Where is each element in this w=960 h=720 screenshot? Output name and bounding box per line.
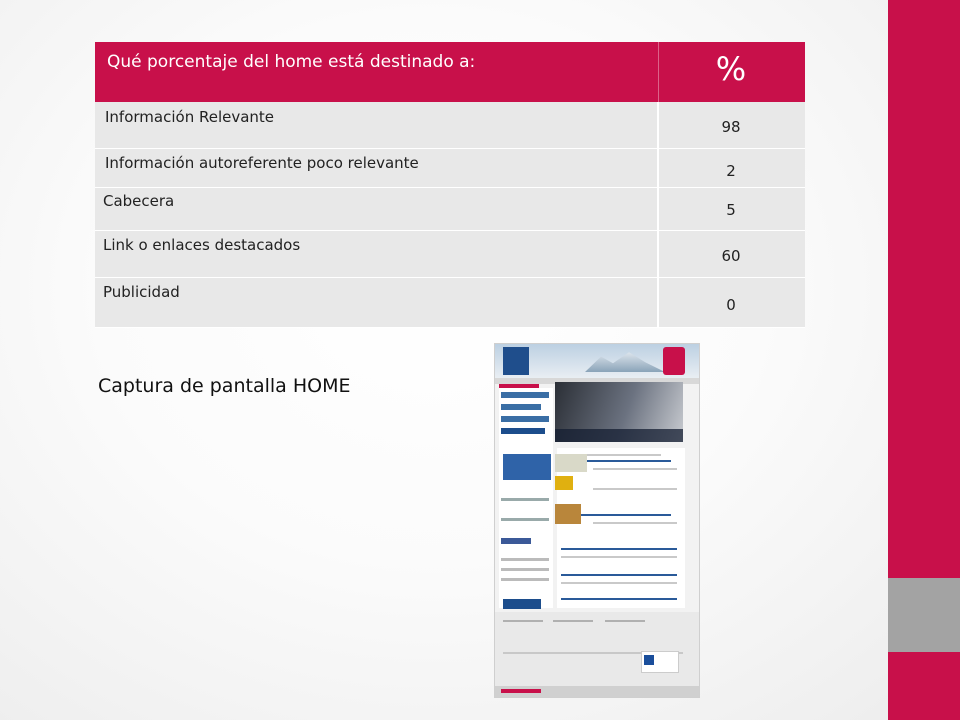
thumb-sidebar-item [501,578,549,581]
thumb-sidebar-item [501,558,549,561]
row-value: 0 [726,296,736,314]
side-bar-red-bottom [888,652,960,720]
thumb-sidebar-item [501,416,549,422]
table-header-percent: % [715,50,747,88]
row-value: 2 [726,162,736,180]
thumb-text-line [561,556,677,558]
side-bar-gray [888,578,960,652]
thumb-text-line [593,468,677,470]
thumb-logo [503,347,529,375]
thumb-sidebar-item [501,404,541,410]
thumb-news-list [557,448,685,608]
percentage-table [95,42,805,328]
thumb-footer-line [605,620,645,622]
table-row [95,231,805,278]
table-row [95,188,805,231]
row-label: Link o enlaces destacados [103,236,301,254]
table-header-label: Qué porcentaje del home está destinado a: [107,52,476,72]
thumb-sidebar-item [501,518,549,521]
row-label: Información autoreferente poco relevante [105,154,419,172]
table-header [95,42,805,102]
thumb-emblem [663,347,685,375]
thumb-news-image [555,454,587,472]
thumb-text-line [561,548,677,550]
thumb-chile-flag [644,655,654,665]
thumb-text-line [593,488,677,490]
thumb-sidebar-item [501,428,545,434]
thumb-photo-caption-bar [555,429,683,442]
thumb-text-line [561,574,677,576]
home-screenshot-thumbnail [494,343,700,698]
table-row [95,102,805,149]
row-label: Información Relevante [105,108,275,126]
row-value: 60 [721,247,741,265]
screenshot-caption: Captura de pantalla HOME [98,375,351,397]
row-label: Publicidad [103,283,180,301]
side-bar-red-top [888,0,960,578]
decorative-side-bars [888,0,960,720]
table-row [95,278,805,328]
thumb-text-line [593,522,677,524]
thumb-sidebar-item [501,392,549,398]
thumb-text-line [561,582,677,584]
thumb-sidebar-item [501,568,549,571]
row-label: Cabecera [103,192,175,210]
thumb-sidebar-item [501,498,549,501]
thumb-sidebar [499,388,553,608]
row-value: 98 [721,118,741,136]
row-value: 5 [726,201,736,219]
thumb-bottom-red [501,689,541,693]
thumb-news-image [555,504,581,524]
thumb-news-image [555,476,573,490]
thumb-video [503,454,551,480]
thumb-footer [495,612,699,686]
thumb-footer-line [503,620,543,622]
thumb-footer-line [553,620,593,622]
thumb-social-icons [501,538,531,544]
thumb-text-line [561,598,677,600]
thumb-chile-logo [641,651,679,673]
thumb-blue-button [503,599,541,609]
table-row [95,149,805,188]
